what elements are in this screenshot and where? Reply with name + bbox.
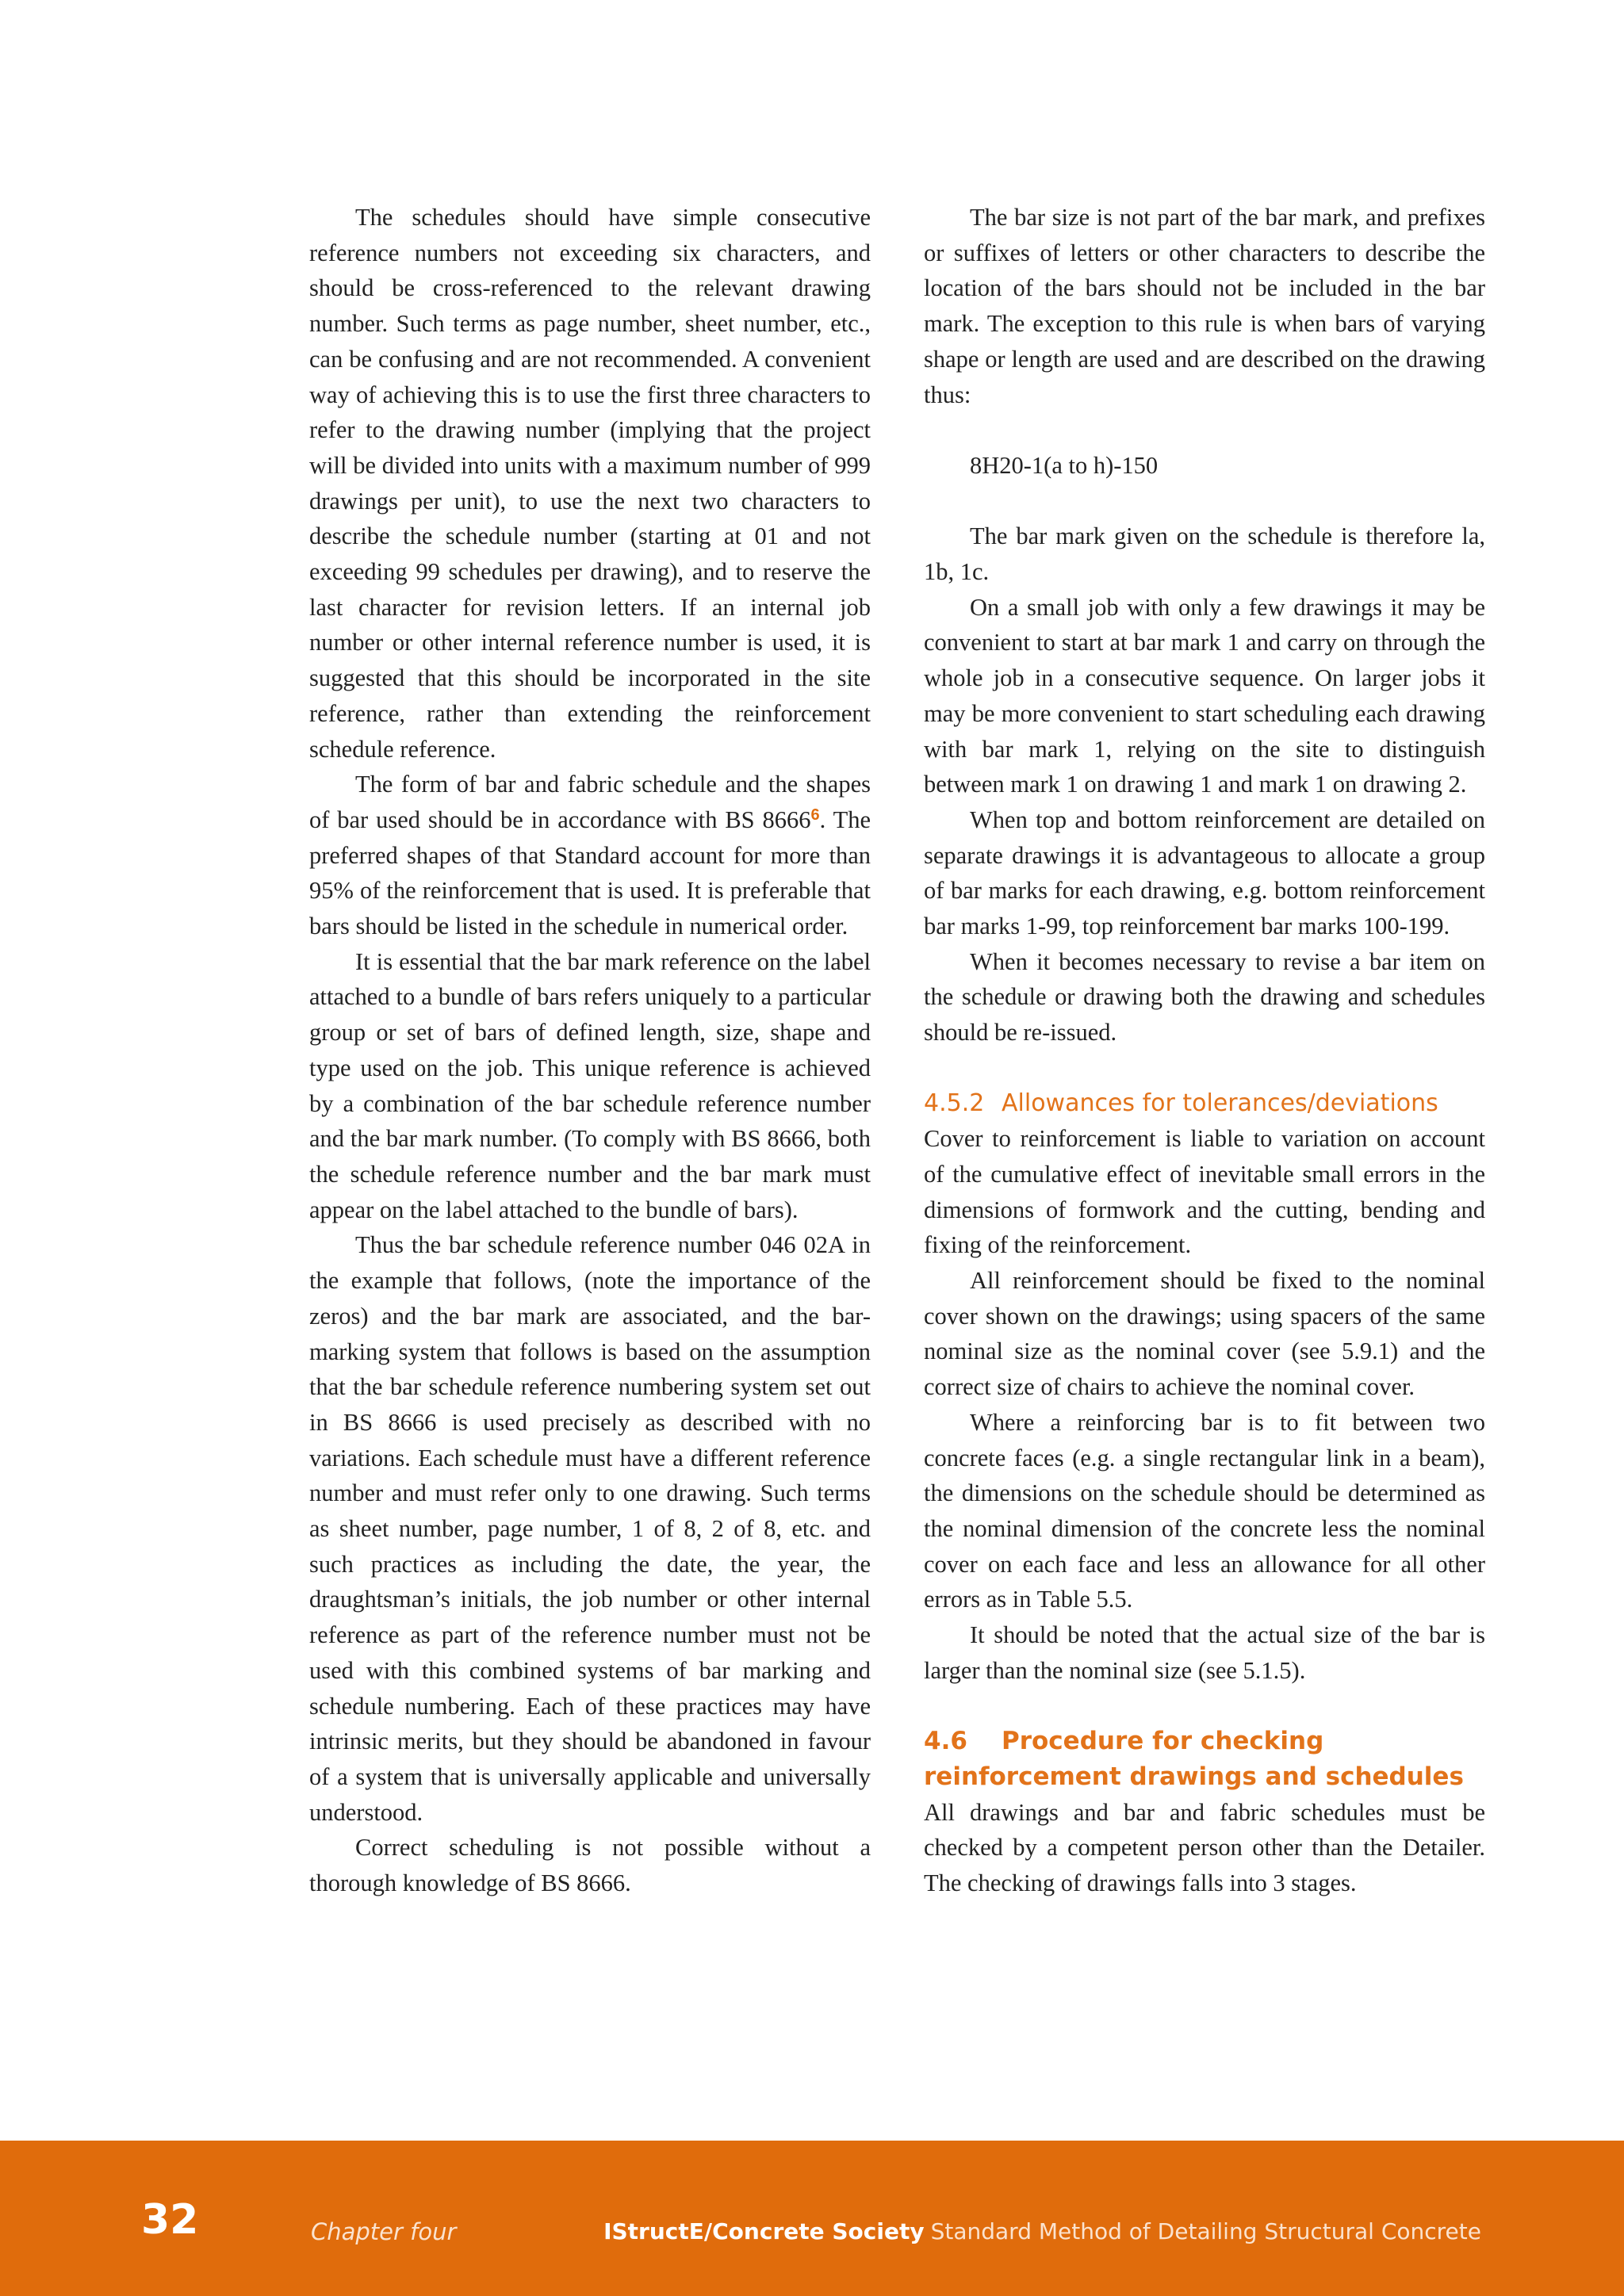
publication-title xyxy=(603,2216,1481,2248)
section-title: Allowances for tolerances/deviations xyxy=(1002,1089,1438,1117)
paragraph: All drawings and bar and fabric schedules must be checked by a competent person other than the Detailer. The checking of drawings falls into 3 stages. xyxy=(924,1798,1485,1896)
section-number: 4.5.2 xyxy=(924,1089,985,1117)
page-number: 32 xyxy=(141,2196,199,2244)
paragraph: The bar mark given on the schedule is therefore la, 1b, 1c. xyxy=(924,522,1485,585)
publisher-name: IStructE/Concrete Society xyxy=(603,2218,925,2244)
chapter-label: Chapter four xyxy=(311,2218,457,2245)
section-number: 4.6 xyxy=(924,1727,967,1756)
paragraph-text: . The preferred shapes of that Standard account for more than 95% of the reinforcement that is used. It is preferable that bars should be listed in the schedule in numerical order. xyxy=(309,806,871,940)
paragraph: On a small job with only a few drawings it may be convenient to start at bar mark 1 and carry on through the whole job in a consecutive sequence. On larger jobs it may be more convenient to start scheduling each drawing with bar mark 1, relying on the site to distinguish between mark 1 on drawing 1 and mark 1 on drawing 2. xyxy=(924,593,1485,798)
bar-mark-example: 8H20-1(a to h)-150 xyxy=(970,451,1159,479)
reference-superscript[interactable]: 6 xyxy=(810,806,820,824)
paragraph: All reinforcement should be fixed to the nominal cover shown on the drawings; using spacers of the same nominal size as the nominal cover (see 5.9.1) and the correct size of chairs to achieve the nominal cover. xyxy=(924,1267,1485,1401)
paragraph: Correct scheduling is not possible without a thorough knowledge of BS 8666. xyxy=(309,1834,871,1897)
paragraph-text: The form of bar and fabric schedule and the shapes of bar used should be in accordance with BS 8666 xyxy=(309,771,871,833)
paragraph: When it becomes necessary to revise a bar item on the schedule or drawing both the drawing and schedules should be re-issued. xyxy=(924,947,1485,1047)
paragraph: Cover to reinforcement is liable to variation on account of the cumulative effect of inevitable small errors in the dimensions of formwork and the cutting, bending and fixing of the reinforcement. xyxy=(924,1125,1485,1259)
paragraph: Where a reinforcing bar is to fit between two concrete faces (e.g. a single rectangular link in a beam), the dimensions on the schedule should be determined as the nominal dimension of the concrete less the nominal cover on each face and less an allowance for all other errors as in Table 5.5. xyxy=(924,1408,1485,1613)
paragraph: It is essential that the bar mark reference on the label attached to a bundle of bars refers uniquely to a particular group or set of bars of defined length, size, shape and type used on the job. This unique reference is achieved by a combination of the bar schedule reference number and the bar mark number. (To comply with BS 8666, both the schedule reference number and the bar mark must appear on the label attached to the bundle of bars). xyxy=(309,947,871,1223)
paragraph: It should be noted that the actual size of the bar is larger than the nominal size (see 5.1.5). xyxy=(924,1621,1485,1684)
section-heading-4-5-2 xyxy=(924,1086,1485,1122)
paragraph: Thus the bar schedule reference number 046 02A in the example that follows, (note the importance of the zeros) and the bar mark are associated, and the bar-marking system that follows is based on the assumption that the bar schedule reference numbering system set out in BS 8666 is used precisely as described with no variations. Each schedule must have a different reference number and must refer only to one drawing. Such terms as sheet number, page number, 1 of 8, 2 of 8, etc. and such practices as including the date, the year, the draughtsman’s initials, the job number or other internal reference as part of the reference number must not be used with this combined systems of bar marking and schedule numbering. Each of these practices may have intrinsic merits, but they should be abandoned in favour of a system that is universally applicable and universally understood. xyxy=(309,1231,871,1826)
paragraph xyxy=(309,767,871,944)
left-column xyxy=(309,200,871,1901)
paragraph: The bar size is not part of the bar mark, and prefixes or suffixes of letters or other characters to describe the location of the bars should not be included in the bar mark. The exception to this rule is when bars of varying shape or length are used and are described on the drawing thus: xyxy=(924,204,1485,408)
section-title: Procedure for checking reinforcement drawings and schedules xyxy=(924,1727,1464,1791)
paragraph: When top and bottom reinforcement are detailed on separate drawings it is advantageous to allocate a group of bar marks for each drawing, e.g. bottom reinforcement bar marks 1-99, top reinforcement bar marks 100-199. xyxy=(924,806,1485,940)
section-heading-4-6 xyxy=(924,1724,1485,1794)
paragraph: The schedules should have simple consecutive reference numbers not exceeding six characters, and should be cross-referenced to the relevant drawing number. Such terms as page number, sheet number, etc., can be confusing and are not recommended. A convenient way of achieving this is to use the first three characters to refer to the drawing number (implying that the project will be divided into units with a maximum number of 999 drawings per unit), to use the next two characters to describe the schedule number (starting at 01 and not exceeding 99 schedules per drawing), and to reserve the last character for revision letters. If an internal job number or other internal reference number is used, it is suggested that this should be incorporated in the site reference, rather than extending the reinforcement schedule reference. xyxy=(309,204,871,763)
right-column xyxy=(924,200,1485,1901)
book-title: Standard Method of Detailing Structural Concrete xyxy=(930,2218,1481,2244)
